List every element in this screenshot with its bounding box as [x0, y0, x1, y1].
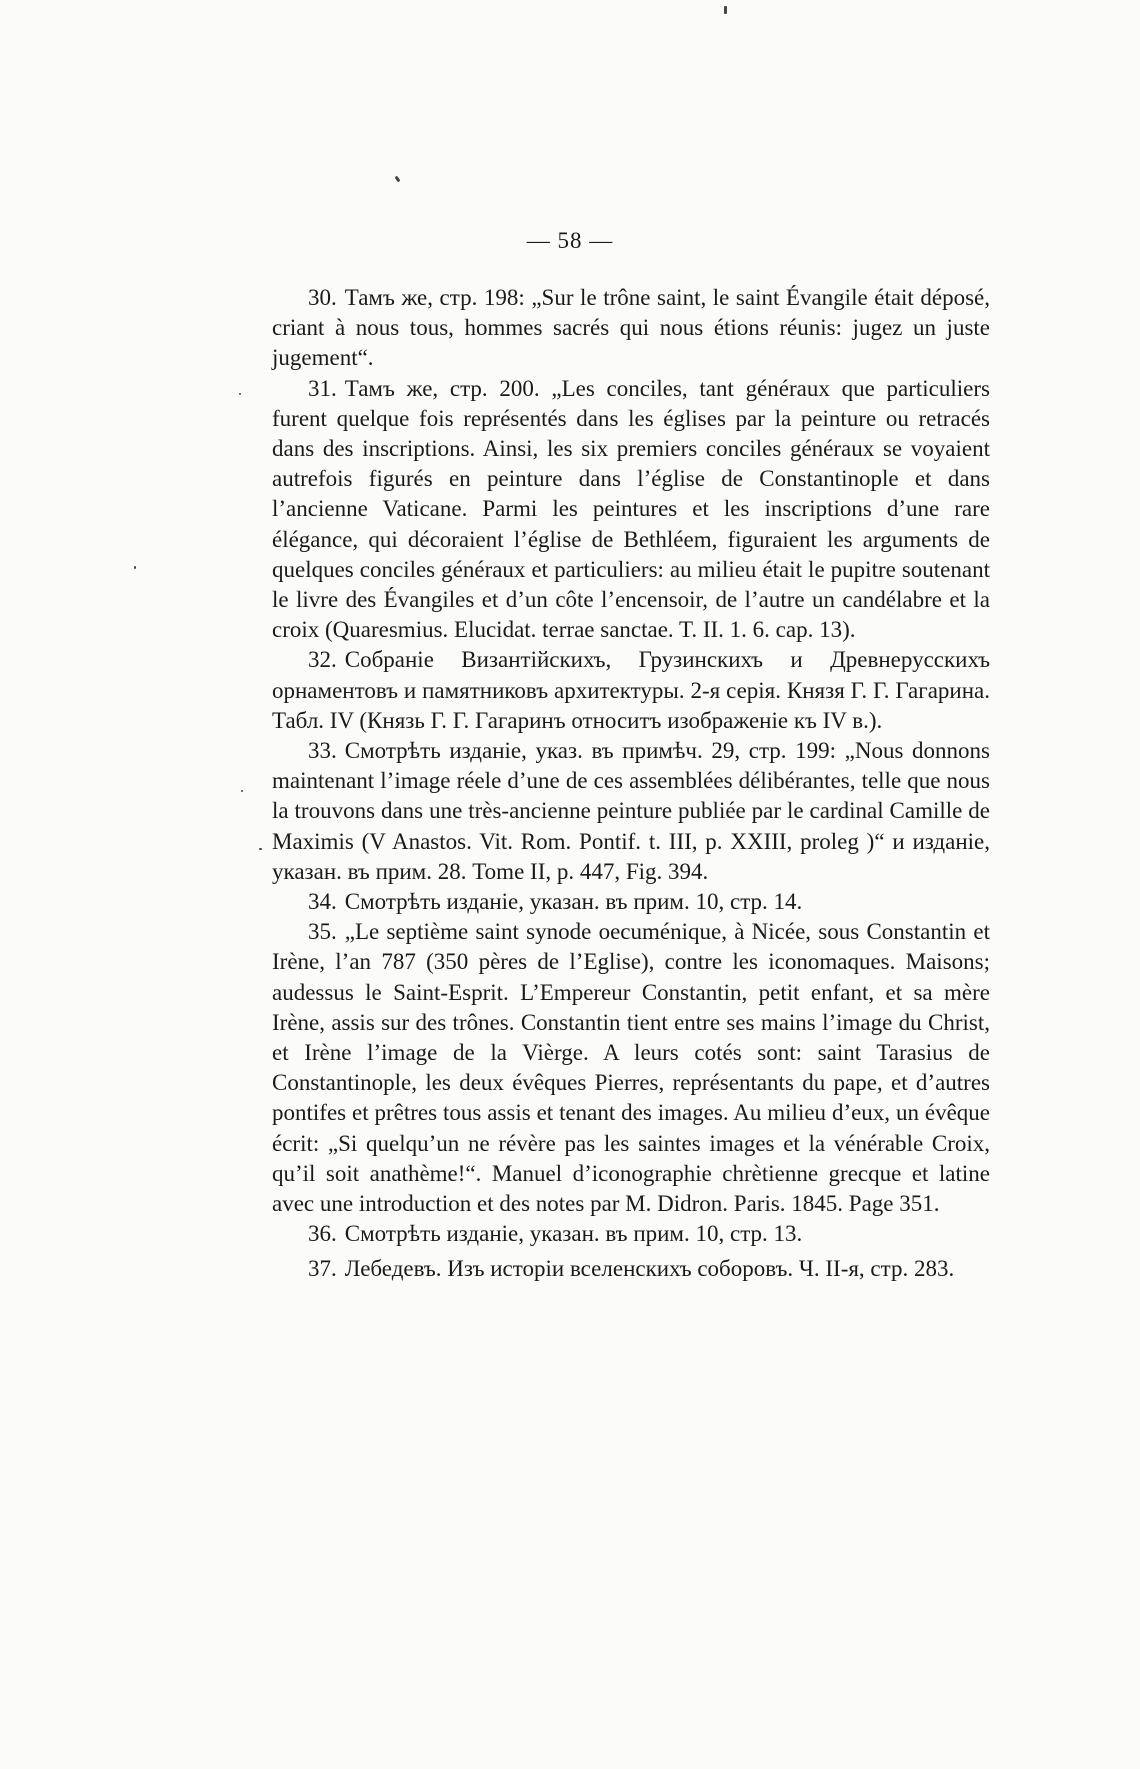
endnotes-list [272, 283, 990, 1284]
page-number: — 58 — [526, 228, 614, 253]
note-33 [272, 736, 990, 887]
note-number: 30. [308, 285, 337, 310]
note-number: 34. [308, 889, 337, 915]
note-35 [272, 917, 990, 1219]
note-text: Собраніе Византійскихъ, Грузинскихъ и Древнерусскихъ орнаментовъ и памятниковъ архитектуры. 2-я серія. Князя Г. Г. Гагарина. Табл. IV (Князь Г. Г. Гагаринъ относитъ изображеніе къ IV в.). [272, 647, 990, 733]
note-text: „Le septième saint synode oecuménique, à Nicée, sous Constantin et Irène, l’an 787 (350 pères de l’Eglise), contre les iconomaques. Maisons; audessus le Saint-Esprit. L’Empereur Constantin, petit enfant, et sa mère Irène, assis sur des trônes. Constantin tient entre ses mains l’image du Christ, et Irène l’image de la Vièrge. A leurs cotés sont: saint Tarasius de Constantinople, les deux évêques Pierres, représentants du pape, et d’autres pontifes et prêtres tous assis et tenant des images. Au milieu d’eux, un évêque écrit: „Si quelqu’un ne révère pas les saintes images et la vénérable Croix, qu’il soit anathème!“. Manuel d’iconographie chrètienne grecque et latine avec une introduction et des notes par M. Didron. Paris. 1845. Page 351. [272, 919, 990, 1217]
note-text: Смотрѣть изданіе, указ. въ примѣч. 29, стр. 199: „Nous donnons maintenant l’image réele d’une de ces assemblées délibérantes, telle que nous la trouvons dans une très-ancienne peinture publiée par le cardinal Camille de Maximis (V Anastos. Vit. Rom. Pontif. t. III, p. XXIII, proleg )“ и изданіе, указан. въ прим. 28. Tome II, p. 447, Fig. 394. [272, 738, 990, 884]
note-number: 35. [308, 919, 337, 945]
note-number: 31. [308, 375, 337, 401]
scan-speck [259, 848, 262, 850]
note-text: Лебедевъ. Изъ исторіи вселенскихъ соборовъ. Ч. II-я, стр. 283. [344, 1255, 955, 1281]
note-number: 37. [308, 1255, 337, 1281]
scan-speck [241, 790, 243, 792]
note-text: Смотрѣть изданіе, указан. въ прим. 10, стр. 13. [344, 1221, 803, 1247]
note-34 [272, 887, 990, 917]
scan-speck [724, 6, 727, 14]
note-30 [272, 283, 990, 374]
note-37 [272, 1254, 990, 1284]
scan-speck [239, 393, 241, 395]
note-number: 33. [308, 738, 337, 764]
note-32 [272, 645, 990, 736]
note-text: Тамъ же, стр. 198: „Sur le trône saint, le saint Évangile était déposé, criant à nous tous, hommes sacrés qui nous étions réunis: jugez un juste jugement“. [272, 285, 990, 371]
note-36 [272, 1219, 990, 1249]
note-number: 36. [308, 1221, 337, 1247]
note-text: Смотрѣть изданіе, указан. въ прим. 10, стр. 14. [344, 889, 803, 915]
scan-speck [134, 566, 136, 569]
scan-speck [395, 176, 401, 183]
note-text: Тамъ же, стр. 200. „Les conciles, tant généraux que particuliers furent quelque fois représentés dans les églises par la peinture ou retracés dans des inscriptions. Ainsi, les six premiers conciles généraux se voyaient autrefois figurés en peinture dans l’église de Constantinople et dans l’ancienne Vaticane. Parmi les peintures et les inscriptions d’une rare élégance, qui décoraient l’église de Bethléem, figuraient les arguments de quelques conciles généraux et particuliers: au milieu était le pupitre soutenant le livre des Évangiles et d’un côte l’encensoir, de l’autre un candélabre et la croix (Quaresmius. Elucidat. terrae sanctae. T. II. 1. 6. cap. 13). [272, 375, 990, 643]
note-31 [272, 374, 990, 646]
note-number: 32. [308, 647, 337, 673]
